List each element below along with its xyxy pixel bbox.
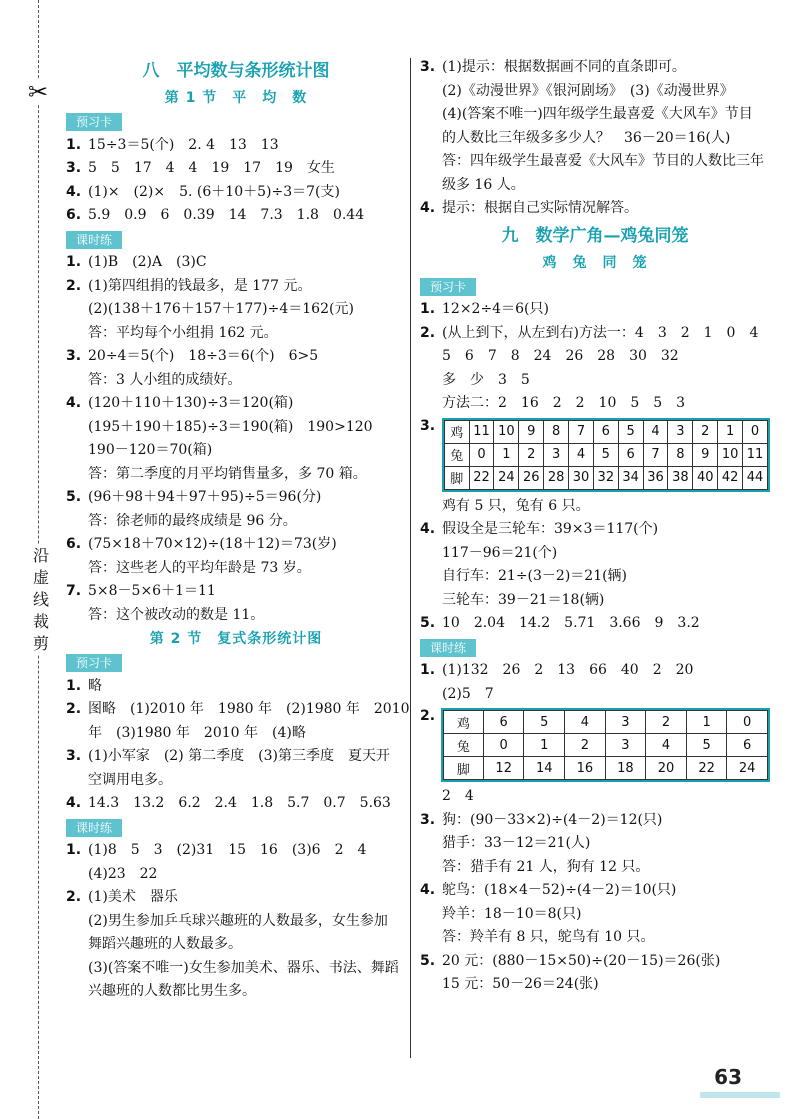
answer-text: 5×8－5×6＋1＝11: [88, 583, 216, 599]
section-1-title: 第 1 节 平 均 数: [164, 90, 308, 106]
answer-text: 略: [88, 677, 102, 694]
answer-line: [420, 903, 770, 927]
answer-text: 15÷3＝5(个) 2. 4 13 13: [88, 136, 279, 153]
table-cell: 40: [693, 466, 718, 489]
table-cell: 5: [524, 711, 565, 734]
table-cell: 3: [605, 711, 646, 734]
question-number: 1.: [66, 842, 82, 858]
question-number: 2.: [420, 324, 436, 341]
row-header-cell: 兔: [443, 734, 483, 757]
answer-text: (4)(答案不唯一)四年级学生最喜爱《大风车》节目: [442, 106, 753, 122]
table-cell: 8: [544, 420, 569, 443]
answer-line: [420, 785, 770, 809]
answer-text: (1)提示：根据数据画不同的直条即可。: [442, 59, 686, 75]
table-cell: 9: [693, 443, 718, 466]
answer-text: 三轮车：39－21＝18(辆): [442, 591, 605, 608]
answer-text: 鸡有 5 只，兔有 6 只。: [442, 497, 590, 514]
answer-line: [420, 103, 770, 127]
table-cell: 3: [605, 734, 646, 757]
answer-line: [66, 910, 406, 934]
table-cell: 10: [494, 420, 519, 443]
question-number: 3.: [420, 417, 436, 434]
table-cell: 2: [565, 734, 606, 757]
table-cell: 3: [544, 443, 569, 466]
table-cell: 5: [593, 443, 618, 466]
left-column: [66, 56, 410, 1004]
question-number: 5.: [66, 489, 82, 505]
answer-line: [420, 392, 770, 416]
answer-text: 的人数比三年级多多少人？ 36－20＝16(人): [442, 129, 731, 146]
answer-line: [66, 463, 406, 487]
answer-list: [66, 675, 410, 816]
question-number: 2.: [66, 277, 82, 294]
answer-text: (2)男生参加乒乓球兴趣班的人数最多，女生参加: [88, 912, 388, 929]
table-cell: 5: [686, 734, 727, 757]
answer-text: 答：徐老师的最终成绩是 96 分。: [88, 512, 297, 529]
answer-line: [420, 565, 770, 589]
table-cell: 18: [605, 757, 646, 780]
question-number: 5.: [420, 952, 436, 969]
answer-line: [66, 416, 406, 440]
question-number: 2.: [66, 701, 82, 717]
table-cell: 4: [643, 420, 668, 443]
answer-line: [66, 322, 406, 346]
question-number: 4.: [66, 183, 82, 200]
answer-line: [66, 863, 406, 887]
answer-text: 鸵鸟：(18×4－52)÷(4－2)＝10(只): [442, 882, 677, 898]
question-number: 4.: [66, 395, 82, 411]
question-number: 2.: [66, 889, 82, 905]
answer-line: [66, 181, 406, 205]
table-cell: 6: [618, 443, 643, 466]
table-cell: 34: [618, 466, 643, 489]
question-number: 6.: [66, 207, 82, 223]
question-number: 4.: [66, 795, 82, 811]
answer-list: [420, 298, 770, 416]
question-number: 4.: [420, 882, 436, 898]
answer-text: 自行车：21÷(3－2)＝21(辆): [442, 568, 628, 584]
answer-text: (1)小军家 (2) 第二季度 (3)第三季度 夏天开: [88, 748, 390, 764]
answer-text: (从上到下，从左到右)方法一：4 3 2 1 0 4: [442, 324, 759, 341]
answer-line: [66, 933, 406, 957]
answer-line: [66, 345, 406, 369]
answer-text: (195＋190＋185)÷3＝190(箱) 190>120: [88, 418, 373, 435]
table-cell: 26: [519, 466, 544, 489]
chapter-9-title: 九 数学广角—鸡兔同笼: [501, 225, 689, 246]
answer-text: 190－120＝70(箱): [88, 442, 213, 458]
answer-list: [420, 659, 770, 706]
row-header-cell: 鸡: [444, 420, 469, 443]
table-cell: 4: [569, 443, 594, 466]
answer-text: 答：第二季度的月平均销售量多，多 70 箱。: [88, 465, 367, 482]
answer-text: 空调用电多。: [88, 771, 172, 788]
table-row: [443, 757, 767, 780]
question-number: 4.: [420, 521, 436, 537]
answer-line: [66, 510, 406, 534]
answer-list: [66, 251, 406, 627]
question-number: 3.: [420, 59, 436, 75]
preview-tag: 预习卡: [420, 278, 476, 296]
answer-text: 答：平均每个小组捐 162 元。: [88, 324, 278, 341]
answer-text: 答：四年级学生最喜爱《大风车》节目的人数比三年: [442, 153, 764, 169]
answer-line: [66, 698, 410, 722]
table-cell: 38: [668, 466, 693, 489]
question-number: 3.: [66, 748, 82, 764]
page-number-bar: [700, 1092, 780, 1098]
table-cell: 36: [643, 466, 668, 489]
answer-text: (2)(138＋176＋157＋177)÷4＝162(元): [88, 301, 354, 317]
answer-line: [66, 369, 406, 393]
table-cell: 11: [743, 443, 768, 466]
answer-text: 多 少 3 5: [442, 371, 530, 388]
answer-text: (1)第四组捐的钱最多，是 177 元。: [88, 277, 312, 294]
answer-text: 10 2.04 14.2 5.71 3.66 9 3.2: [442, 615, 700, 631]
answer-line: [66, 580, 406, 604]
row-header-cell: 鸡: [443, 711, 483, 734]
answer-text: 12×2÷4＝6(只): [442, 301, 549, 317]
answer-line: [66, 722, 406, 746]
answer-list: [420, 56, 770, 221]
answer-line: [66, 769, 406, 793]
table-row: [443, 734, 767, 757]
answer-text: 15 元：50－26＝24(张): [442, 976, 599, 992]
table-cell: 6: [483, 711, 524, 734]
answer-text: 假设全是三轮车：39×3＝117(个): [442, 521, 659, 537]
question-number: 5.: [420, 615, 436, 631]
answer-line: [66, 957, 406, 981]
table-cell: 2: [519, 443, 544, 466]
answer-text: (2)《动漫世界》《银河剧场》 (3)《动漫世界》: [442, 82, 734, 99]
answer-text: 5 6 7 8 24 26 28 30 32: [442, 348, 679, 364]
lesson-tag: 课时练: [66, 231, 122, 249]
answer-text: (75×18＋70×12)÷(18＋12)＝73(岁): [88, 536, 337, 552]
answer-list: [66, 839, 406, 1004]
table-cell: 16: [565, 757, 606, 780]
answer-line: [420, 879, 770, 903]
table-cell: 1: [494, 443, 519, 466]
answer-line: [66, 439, 406, 463]
answer-line: [420, 926, 770, 950]
answer-text: 舞蹈兴趣班的人数最多。: [88, 936, 242, 952]
answer-text: 图略 (1)2010 年 1980 年 (2)1980 年 2010: [88, 701, 410, 717]
section-title: 鸡 兔 同 笼: [542, 254, 648, 271]
answer-text: 2 4: [442, 788, 474, 804]
answer-line: [420, 612, 770, 636]
answer-text: (1)132 26 2 13 66 40 2 20: [442, 662, 694, 678]
answer-line: [420, 832, 770, 856]
answer-line: [66, 675, 406, 699]
question-number: 1.: [420, 301, 436, 317]
answer-line: [66, 557, 406, 581]
answer-text: 猎手：33－12＝21(人): [442, 835, 591, 851]
answer-text: 提示：根据自己实际情况解答。: [442, 200, 638, 216]
question-number: 2.: [420, 708, 436, 724]
chapter-8-title: 八 平均数与条形统计图: [142, 61, 330, 81]
answer-line: [66, 839, 406, 863]
answer-line: [66, 886, 406, 910]
table-cell: 7: [569, 420, 594, 443]
answer-line: [420, 542, 770, 566]
table-cell: 6: [727, 734, 768, 757]
answer-text: 答：3 人小组的成绩好。: [88, 371, 242, 388]
table-cell: 2: [646, 711, 687, 734]
table-cell: 32: [593, 466, 618, 489]
answer-line: [66, 204, 406, 228]
table-cell: 28: [544, 466, 569, 489]
page-number: 63: [714, 1065, 742, 1089]
question-number: 6.: [66, 536, 82, 552]
table-cell: 2: [693, 420, 718, 443]
answer-line: [66, 745, 406, 769]
table-cell: 22: [469, 466, 494, 489]
answer-line: [66, 392, 406, 416]
section-2-title: 第 2 节 复式条形统计图: [149, 631, 323, 647]
answer-text: 羚羊：18－10＝8(只): [442, 905, 582, 922]
answer-line: [420, 856, 770, 880]
question-number: 4.: [420, 200, 436, 216]
table-cell: 44: [743, 466, 768, 489]
answer-line: [66, 275, 406, 299]
answer-line: [420, 174, 770, 198]
answer-text: 20 元：(880－15×50)÷(20－15)＝26(张): [442, 952, 721, 969]
table-cell: 1: [686, 711, 727, 734]
table-row: [444, 466, 767, 489]
answer-line: [420, 683, 770, 707]
question-number: 7.: [66, 583, 82, 599]
answer-text: 方法二：2 16 2 2 10 5 5 3: [442, 395, 686, 411]
answer-text: (1)× (2)× 5. (6＋10＋5)÷3＝7(支): [88, 183, 340, 200]
table-cell: 0: [743, 420, 768, 443]
answer-line: [66, 486, 406, 510]
answer-list: [420, 785, 770, 997]
answer-line: [66, 604, 406, 628]
table-cell: 14: [524, 757, 565, 780]
answer-line: [66, 298, 406, 322]
cut-along-line-text: 沿 虚 线 裁 剪: [30, 545, 52, 655]
table-cell: 1: [718, 420, 743, 443]
table-cell: 9: [519, 420, 544, 443]
answer-text: 兴趣班的人数都比男生多。: [88, 983, 256, 999]
answer-line: [420, 197, 770, 221]
lesson-tag: 课时练: [66, 819, 122, 837]
question-number: 3.: [66, 160, 82, 176]
row-header-cell: 兔: [444, 443, 469, 466]
answer-text: 5 5 17 4 4 19 17 19 女生: [88, 160, 335, 176]
column-divider: [410, 58, 411, 1058]
answer-line: [420, 80, 770, 104]
answer-line: [420, 150, 770, 174]
table-cell: 12: [483, 757, 524, 780]
answer-line: [420, 809, 770, 833]
answer-list: [420, 495, 770, 636]
table-row: [444, 420, 767, 443]
table-cell: 4: [646, 734, 687, 757]
answer-line: [420, 659, 770, 683]
answer-line: [420, 298, 770, 322]
lesson-tag: 课时练: [420, 639, 476, 657]
answer-line: [420, 495, 770, 519]
chicken-rabbit-table: [444, 420, 768, 490]
table-cell: 22: [686, 757, 727, 780]
table-cell: 8: [668, 443, 693, 466]
answer-line: [66, 533, 406, 557]
answer-text: 答：这些老人的平均年龄是 73 岁。: [88, 559, 311, 576]
table-cell: 42: [718, 466, 743, 489]
answer-line: [66, 980, 406, 1004]
answer-text: 狗：(90－33×2)÷(4－2)＝12(只): [442, 811, 663, 828]
answer-line: [66, 792, 406, 816]
answer-text: 5.9 0.9 6 0.39 14 7.3 1.8 0.44: [88, 207, 365, 223]
table-cell: 3: [668, 420, 693, 443]
table-cell: 0: [483, 734, 524, 757]
row-header-cell: 脚: [443, 757, 483, 780]
answer-text: (4)23 22: [88, 865, 158, 882]
answer-text: 答：猎手有 21 人，狗有 12 只。: [442, 858, 650, 875]
answer-line: [66, 251, 406, 275]
question-number: 1.: [66, 677, 82, 694]
answer-text: 级多 16 人。: [442, 176, 525, 193]
answer-line: [66, 157, 406, 181]
answer-text: 年 (3)1980 年 2010 年 (4)略: [88, 724, 306, 741]
answer-text: 答：这个被改动的数是 11。: [88, 606, 265, 623]
scissors-icon: ✂: [28, 78, 49, 106]
answer-text: 答：羚羊有 8 只，鸵鸟有 10 只。: [442, 929, 655, 945]
answer-line: [420, 127, 770, 151]
table-cell: 0: [727, 711, 768, 734]
table-cell: 30: [569, 466, 594, 489]
answer-text: (1)美术 器乐: [88, 889, 178, 905]
table-cell: 5: [618, 420, 643, 443]
question-number: 3.: [420, 811, 436, 828]
table-cell: 7: [643, 443, 668, 466]
question-number: 1.: [420, 662, 436, 678]
row-header-cell: 脚: [444, 466, 469, 489]
answer-text: (3)(答案不唯一)女生参加美术、器乐、书法、舞蹈: [88, 959, 399, 976]
right-column: [420, 56, 770, 997]
answer-text: (1)B (2)A (3)C: [88, 254, 207, 270]
chicken-rabbit-table: [443, 710, 768, 780]
answer-line: [420, 589, 770, 613]
table-cell: 24: [727, 757, 768, 780]
question-number: 1.: [66, 136, 82, 153]
table-cell: 11: [469, 420, 494, 443]
answer-text: 20÷4＝5(个) 18÷3＝6(个) 6>5: [88, 348, 319, 364]
answer-text: (96＋98＋94＋97＋95)÷5＝96(分): [88, 489, 322, 505]
table-row: [443, 711, 767, 734]
table-cell: 10: [718, 443, 743, 466]
answer-text: 14.3 13.2 6.2 2.4 1.8 5.7 0.7 5.63: [88, 795, 391, 811]
answer-line: [420, 56, 770, 80]
preview-tag: 预习卡: [66, 113, 122, 131]
answer-text: (1)8 5 3 (2)31 15 16 (3)6 2 4: [88, 842, 367, 858]
answer-line: [420, 345, 770, 369]
preview-tag: 预习卡: [66, 654, 122, 672]
table-cell: 20: [646, 757, 687, 780]
answer-line: [420, 322, 770, 346]
answer-line: [420, 973, 770, 997]
question-number: 1.: [66, 254, 82, 270]
table-cell: 24: [494, 466, 519, 489]
answer-line: [420, 950, 770, 974]
answer-list: [66, 134, 406, 228]
answer-line: [66, 134, 406, 158]
answer-text: 117－96＝21(个): [442, 544, 558, 561]
table-cell: 1: [524, 734, 565, 757]
answer-line: [420, 369, 770, 393]
table-cell: 4: [565, 711, 606, 734]
answer-text: (2)5 7: [442, 685, 494, 702]
table-row: [444, 443, 767, 466]
table-cell: 0: [469, 443, 494, 466]
question-number: 3.: [66, 348, 82, 364]
table-cell: 6: [593, 420, 618, 443]
answer-text: (120＋110＋130)÷3＝120(箱): [88, 395, 294, 411]
answer-line: [420, 518, 770, 542]
